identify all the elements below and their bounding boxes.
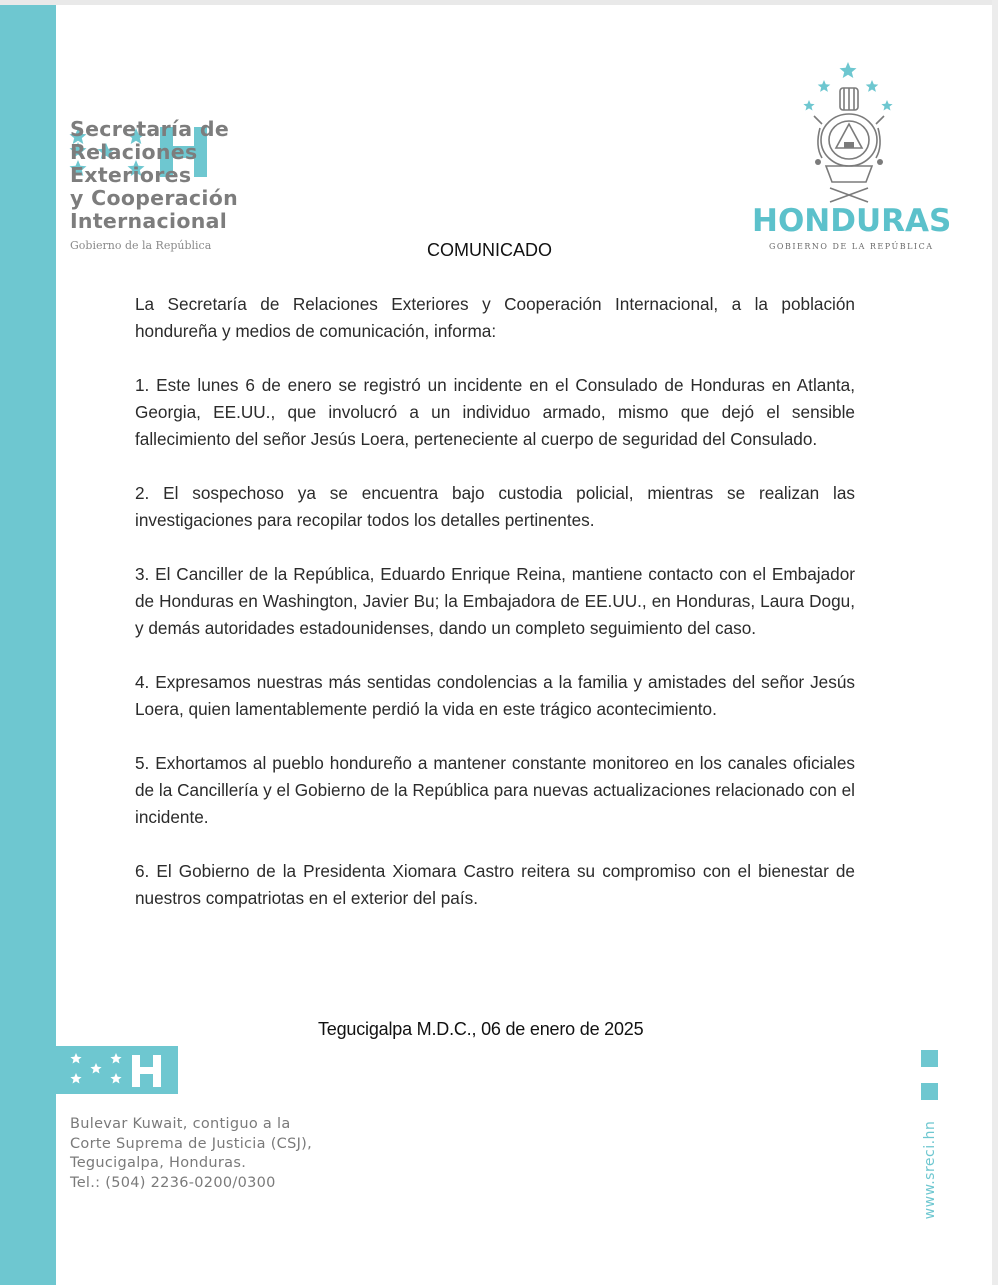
paragraph-6: 6. El Gobierno de la Presidenta Xiomara Castro reitera su compromiso con el bienestar de nuestros compatriotas en el exterior del país. xyxy=(135,861,855,908)
website-link[interactable]: www.sreci.hn xyxy=(922,1120,938,1220)
ministry-name xyxy=(70,118,280,233)
paragraph-5: 5. Exhortamos al pueblo hondureño a mantener constante monitoreo en los canales oficiales de la Cancillería y el Gobierno de la República para nuevas actualizaciones relacionado con el incidente. xyxy=(135,753,855,827)
paragraph-4: 4. Expresamos nuestras más sentidas condolencias a la familia y amistades del señor Jesús Loera, quien lamentablemente perdió la vida en este trágico acontecimiento. xyxy=(135,672,855,719)
honduras-coat-of-arms-icon xyxy=(800,58,900,208)
footer-square-icon xyxy=(921,1050,938,1067)
paragraph-2: 2. El sospechoso ya se encuentra bajo custodia policial, mientras se realizan las investigaciones para recopilar todos los detalles pertinentes. xyxy=(135,483,855,530)
country-wordmark: HONDURAS xyxy=(752,203,952,239)
paragraph-1: 1. Este lunes 6 de enero se registró un incidente en el Consulado de Honduras en Atlanta, Georgia, EE.UU., que involucró a un individuo armado, mismo que dejó el sensible fallecimiento del señor Jesús Loera, perteneciente al cuerpo de seguridad del Consulado. xyxy=(135,375,855,449)
ministry-line-3: Exteriores xyxy=(70,163,192,187)
left-accent-band xyxy=(0,5,56,1285)
footer-square-icon xyxy=(921,1083,938,1100)
right-page-edge xyxy=(992,0,998,1285)
ministry-line-2: Relaciones xyxy=(70,140,198,164)
footer-address xyxy=(70,1115,312,1193)
ministry-line-1: Secretaría de xyxy=(70,117,230,141)
footer-star-h-logo-icon xyxy=(56,1046,178,1094)
document-title: COMUNICADO xyxy=(427,240,552,260)
date-line: Tegucigalpa M.D.C., 06 de enero de 2025 xyxy=(318,1019,644,1039)
ministry-line-5: Internacional xyxy=(70,209,228,233)
ministry-line-4: y Cooperación xyxy=(70,186,238,210)
phone-line: Tel.: (504) 2236-0200/0300 xyxy=(70,1174,276,1191)
address-line-1: Bulevar Kuwait, contiguo a la xyxy=(70,1116,291,1132)
address-line-2: Corte Suprema de Justicia (CSJ), xyxy=(70,1135,313,1152)
paragraph-3: 3. El Canciller de la República, Eduardo Enrique Reina, mantiene contacto con el Embajador de Honduras en Washington, Javier Bu; la Embajadora de EE.UU., en Honduras, Laura Dogu, y demás autoridades estadounidenses, dando un completo seguimiento del caso. xyxy=(135,564,855,638)
top-margin xyxy=(0,0,998,5)
intro-paragraph: La Secretaría de Relaciones Exteriores y Cooperación Internacional, a la población hondureña y medios de comunicación, informa: xyxy=(135,294,855,341)
country-subtitle: GOBIERNO DE LA REPÚBLICA xyxy=(769,242,934,251)
document-body xyxy=(135,291,855,939)
address-line-3: Tegucigalpa, Honduras. xyxy=(70,1155,247,1171)
ministry-subtitle: Gobierno de la República xyxy=(70,239,212,252)
